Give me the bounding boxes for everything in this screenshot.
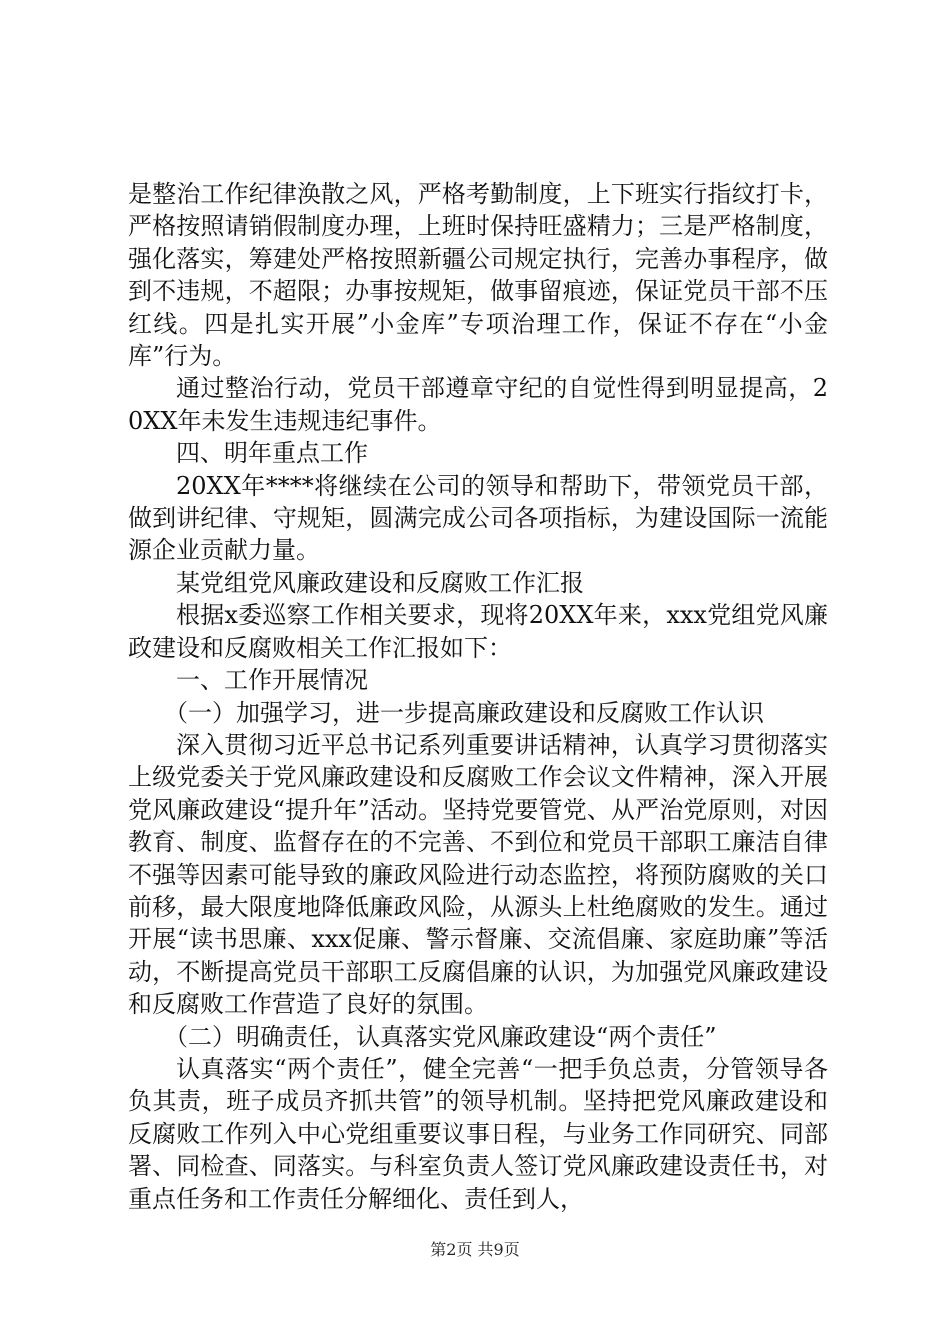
paragraph: 认真落实“两个责任”，健全完善“一把手负总责，分管领导各负其责，班子成员齐抓共管”的领导机制。坚持把党风廉政建设和反腐败工作列入中心党组重要议事日程，与业务工作同研究、同部署、同检查、同落实。与科室负责人签订党风廉政建设责任书，对重点任务和工作责任分解细化、责任到人，	[128, 1054, 828, 1213]
section-heading: 四、明年重点工作	[176, 439, 368, 468]
section-heading: 一、工作开展情况	[176, 666, 368, 695]
paragraph: 根据x委巡察工作相关要求，现将20XX年来，xxx党组党风廉政建设和反腐败相关工作汇报如下：	[128, 601, 828, 662]
paragraph: 通过整治行动，党员干部遵章守纪的自觉性得到明显提高，20XX年未发生违规违纪事件。	[128, 374, 828, 435]
report-title: 某党组党风廉政建设和反腐败工作汇报	[176, 568, 584, 597]
paragraph: 深入贯彻习近平总书记系列重要讲话精神，认真学习贯彻落实上级党委关于党风廉政建设和反腐败工作会议文件精神，深入开展党风廉政建设“提升年”活动。坚持党要管党、从严治党原则，对因教育、制度、监督存在的不完善、不到位和党员干部职工廉洁自律不强等因素可能导致的廉政风险进行动态监控，将预防腐败的关口前移，最大限度地降低廉政风险，从源头上杜绝腐败的发生。通过开展“读书思廉、xxx促廉、警示督廉、交流倡廉、家庭助廉”等活动，不断提高党员干部职工反腐倡廉的认识，为加强党风廉政建设和反腐败工作营造了良好的氛围。	[128, 730, 828, 1019]
page-number-footer: 第2页 共9页	[430, 1240, 520, 1259]
subsection-heading: （二）明确责任，认真落实党风廉政建设“两个责任”	[164, 1022, 717, 1051]
document-body	[128, 178, 828, 1215]
paragraph: 20XX年****将继续在公司的领导和帮助下，带领党员干部，做到讲纪律、守规矩，圆满完成公司各项指标，为建设国际一流能源企业贡献力量。	[128, 471, 828, 565]
subsection-heading: （一）加强学习，进一步提高廉政建设和反腐败工作认识	[164, 698, 764, 727]
paragraph: 是整治工作纪律涣散之风，严格考勤制度，上下班实行指纹打卡，严格按照请销假制度办理，上班时保持旺盛精力；三是严格制度，强化落实，筹建处严格按照新疆公司规定执行，完善办事程序，做到不违规，不超限；办事按规矩，做事留痕迹，保证党员干部不压红线。四是扎实开展”小金库”专项治理工作，保证不存在“小金库”行为。	[128, 180, 828, 371]
